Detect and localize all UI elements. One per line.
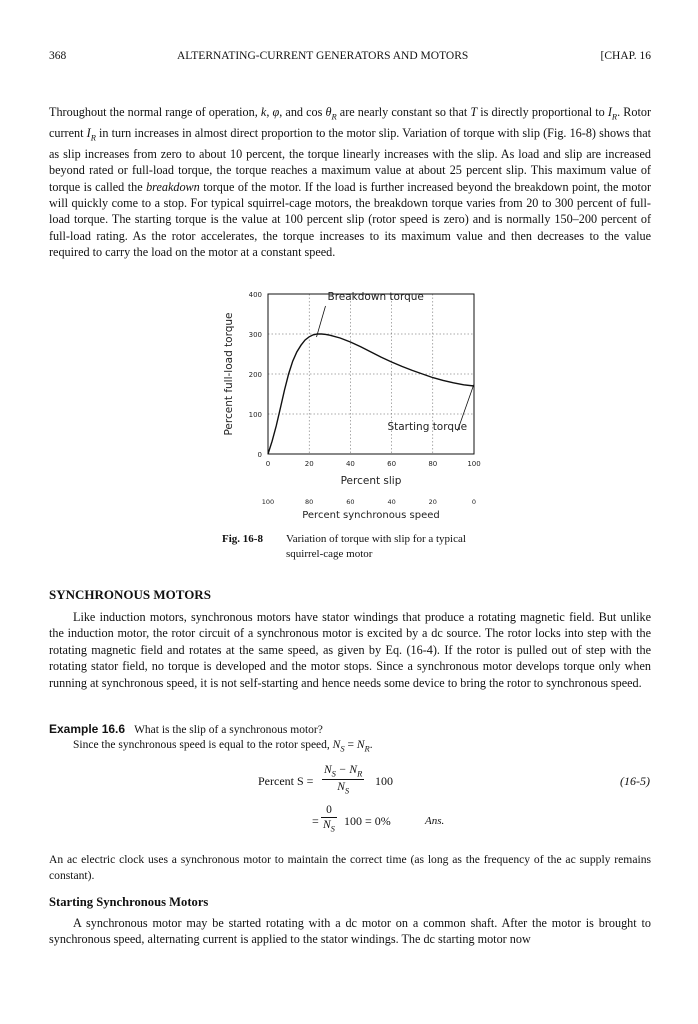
eq2-ans: Ans. xyxy=(425,815,445,827)
intro-run: I xyxy=(607,105,612,119)
x-axis-label: Percent slip xyxy=(340,475,402,487)
eq-denominator: $N_S$ xyxy=(322,779,364,795)
intro-run: torque of the motor. If the load is further increased beyond the breakdown point, the motor will quickly come to a stop. For typical squirrel-cage motors, the breakdown torque varies from 20 to 300 percent of full-load torque. The starting torque is the value at 100 percent slip (rotor speed is zero) and is normally 150–200 percent of full-load rating. As the rotor accelerates, the torque increases to its maximum value and then decreases to the value required to carry the load on the motor at a constant speed. xyxy=(49,179,651,260)
x2-tick-label: 100 xyxy=(261,498,275,506)
nr-sub: R xyxy=(364,743,370,754)
starting-annotation: Starting torque xyxy=(387,421,468,433)
torque-slip-figure xyxy=(220,282,500,532)
nr-symbol: N xyxy=(356,739,365,751)
intro-run: R xyxy=(611,111,618,122)
eq2-rest: 100 = 0% xyxy=(344,814,391,828)
x2-tick-label: 0 xyxy=(471,498,477,506)
example-answer xyxy=(73,739,373,753)
example-answer-text: Since the synchronous speed is equal to the rotor speed, xyxy=(73,739,333,751)
ns-sub: S xyxy=(340,743,345,754)
x2-tick-label: 40 xyxy=(387,498,396,506)
x-tick-label: 20 xyxy=(304,460,314,468)
synchronous-heading: SYNCHRONOUS MOTORS xyxy=(49,587,211,602)
x-ticks xyxy=(266,460,481,468)
intro-paragraph xyxy=(49,104,651,261)
caption-label: Fig. 16-8 xyxy=(222,533,263,545)
breakdown-annotation: Breakdown torque xyxy=(327,291,424,303)
figure-caption xyxy=(222,532,466,560)
y-ticks xyxy=(249,291,262,459)
intro-run: R xyxy=(90,132,96,143)
page-number: 368 xyxy=(49,50,67,62)
intro-run: k xyxy=(260,105,267,119)
eq-numerator: $N_S - N_R$ xyxy=(324,764,363,779)
y-tick-label: 300 xyxy=(248,331,262,339)
starting-heading: Starting Synchronous Motors xyxy=(49,895,209,909)
x-tick-label: 0 xyxy=(265,460,271,468)
intro-run: φ xyxy=(272,105,280,119)
intro-run: I xyxy=(86,125,91,140)
starting-paragraph: A synchronous motor may be started rotating with a dc motor on a common shaft. After the motor is brought to synchronous speed, alternating current is applied to the stator windings. The dc starting motor now xyxy=(49,916,651,947)
breakdown-arrow xyxy=(317,306,326,337)
intro-run: are nearly constant so that xyxy=(336,105,471,119)
eq-number: (16-5) xyxy=(620,774,650,788)
intro-run: T xyxy=(470,105,478,119)
x-tick-label: 80 xyxy=(428,460,438,468)
x-tick-label: 100 xyxy=(467,460,481,468)
chapter-label: [CHAP. 16 xyxy=(600,50,651,62)
example-block xyxy=(49,722,323,737)
eq-lhs: Percent S = xyxy=(258,774,314,788)
y-tick-label: 200 xyxy=(248,371,262,379)
clock-paragraph: An ac electric clock uses a synchronous motor to maintain the correct time (as long as the frequency of the ac supply remains constant). xyxy=(49,853,651,883)
eq2-denominator: $N_S$ xyxy=(323,819,335,834)
caption-line-2: squirrel-cage motor xyxy=(286,548,373,560)
intro-run: R xyxy=(331,111,337,122)
intro-run: Throughout the normal range of operation, xyxy=(49,105,261,119)
intro-run: breakdown xyxy=(146,179,200,194)
x2-tick-label: 60 xyxy=(346,498,355,506)
intro-run: , xyxy=(266,105,273,119)
caption-line-1: Variation of torque with slip for a typical xyxy=(286,533,466,545)
y-tick-label: 0 xyxy=(257,451,262,459)
intro-run: in turn increases in almost direct proportion to the motor slip. Variation of torque with slip (Fig. 16-8) shows that as slip increases from zero to about 10 percent, the torque linearly increases with the slip. As load and slip are increased beyond rated or full-load torque, the torque reaches a maximum value at about 25 percent slip. This maximum value of torque is called the xyxy=(49,125,651,194)
eq2-numerator: 0 xyxy=(326,804,332,816)
synchronous-paragraph: Like induction motors, synchronous motors have stator windings that produce a rotating magnetic field. But unlike the induction motor, the rotor circuit of a synchronous motor is excited by a dc source. The rotor locks into step with the rotating magnetic field and rotates at the same speed, as given by Eq. (16-4). If the rotor is pulled out of step with the rotating stator field, no torque is developed and the motor stops. Since a synchronous motor develops torque only when running at synchronous speed, it is not self-starting and hence needs some device to bring the rotor to synchronous speed. xyxy=(49,610,651,690)
eq-fraction xyxy=(322,764,364,796)
x-tick-label: 40 xyxy=(345,460,355,468)
x-tick-label: 60 xyxy=(387,460,397,468)
x2-axis-label: Percent synchronous speed xyxy=(302,510,440,521)
ns-symbol: N xyxy=(332,739,341,751)
example-label: Example 16.6 xyxy=(49,722,126,736)
x2-ticks xyxy=(262,498,476,506)
running-title: ALTERNATING-CURRENT GENERATORS AND MOTORS xyxy=(177,50,469,62)
y-axis-label: Percent full-load torque xyxy=(223,312,235,436)
equals-sign: = xyxy=(344,739,357,751)
torque-curve xyxy=(268,334,474,454)
period: . xyxy=(369,739,373,751)
intro-run: . Rotor current xyxy=(49,105,652,140)
page-header xyxy=(49,50,651,66)
x2-tick-label: 80 xyxy=(305,498,314,506)
intro-run: θ xyxy=(325,105,332,119)
intro-run: is directly proportional to xyxy=(477,105,608,119)
intro-run: , and cos xyxy=(279,105,326,119)
y-tick-label: 100 xyxy=(248,411,262,419)
eq-factor: 100 xyxy=(375,774,393,788)
y-tick-label: 400 xyxy=(248,291,262,299)
eq2-fraction xyxy=(321,804,337,833)
example-question: What is the slip of a synchronous motor? xyxy=(134,724,323,736)
torque-slip-chart xyxy=(220,282,500,532)
eq2-equals: = xyxy=(312,814,319,828)
x2-tick-label: 20 xyxy=(428,498,437,506)
